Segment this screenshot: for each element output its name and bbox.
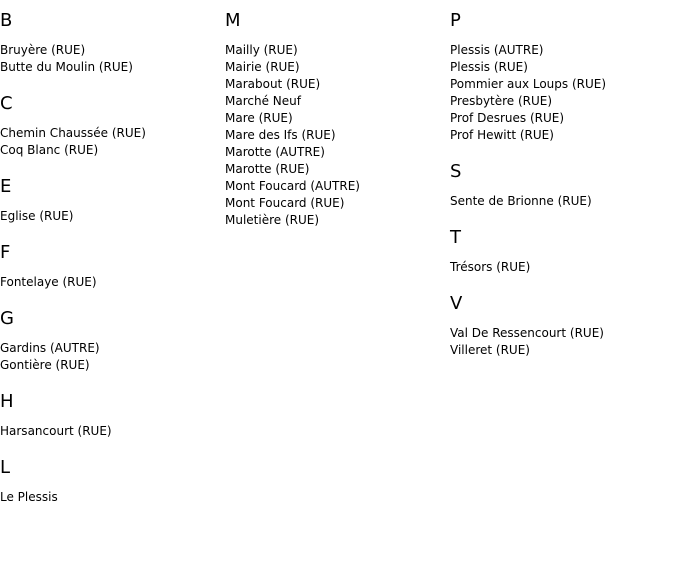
street-list (0, 489, 225, 506)
street-link[interactable]: Presbytère (RUE) (450, 94, 553, 108)
street-link[interactable]: Bruyère (RUE) (0, 43, 86, 57)
street-link[interactable]: Plessis (RUE) (450, 60, 528, 74)
street-list (0, 42, 225, 76)
letter-group (450, 10, 675, 144)
street-list (450, 259, 675, 276)
street-link[interactable]: Villeret (RUE) (450, 343, 530, 357)
letter-group (0, 391, 225, 440)
street-list (0, 208, 225, 225)
street-link[interactable]: Mont Foucard (AUTRE) (225, 179, 360, 193)
street-link[interactable]: Mairie (RUE) (225, 60, 300, 74)
letter-heading: F (0, 242, 11, 263)
letter-heading: S (450, 161, 462, 182)
street-link[interactable]: Chemin Chaussée (RUE) (0, 126, 146, 140)
street-link[interactable]: Gontière (RUE) (0, 358, 90, 372)
street-list (450, 325, 675, 359)
letter-heading: B (0, 10, 13, 31)
street-link[interactable]: Trésors (RUE) (450, 260, 531, 274)
letter-group (0, 308, 225, 374)
letter-heading: M (225, 10, 241, 31)
letter-group (0, 10, 225, 76)
street-link[interactable]: Harsancourt (RUE) (0, 424, 112, 438)
letter-group (225, 10, 450, 229)
street-link[interactable]: Prof Hewitt (RUE) (450, 128, 554, 142)
street-index-column-3 (450, 10, 675, 376)
street-index-column-2 (225, 10, 450, 246)
street-link[interactable]: Eglise (RUE) (0, 209, 74, 223)
street-link[interactable]: Le Plessis (0, 490, 58, 504)
street-link[interactable]: Butte du Moulin (RUE) (0, 60, 133, 74)
street-link[interactable]: Coq Blanc (RUE) (0, 143, 99, 157)
letter-heading: E (0, 176, 12, 197)
letter-group (0, 242, 225, 291)
street-list (450, 193, 675, 210)
street-list (0, 274, 225, 291)
letter-heading: G (0, 308, 14, 329)
street-list (0, 340, 225, 374)
letter-heading: C (0, 93, 13, 114)
street-link[interactable]: Muletière (RUE) (225, 213, 320, 227)
street-link[interactable]: Val De Ressencourt (RUE) (450, 326, 604, 340)
street-link[interactable]: Prof Desrues (RUE) (450, 111, 565, 125)
street-link[interactable]: Gardins (AUTRE) (0, 341, 100, 355)
letter-heading: H (0, 391, 14, 412)
street-list (225, 42, 450, 229)
letter-heading: L (0, 457, 11, 478)
letter-group (0, 93, 225, 159)
letter-group (450, 161, 675, 210)
street-list (450, 42, 675, 144)
letter-heading: T (450, 227, 461, 248)
street-link[interactable]: Sente de Brionne (RUE) (450, 194, 592, 208)
letter-group (0, 457, 225, 506)
street-link[interactable]: Marabout (RUE) (225, 77, 321, 91)
street-list (0, 125, 225, 159)
street-link[interactable]: Pommier aux Loups (RUE) (450, 77, 607, 91)
street-index-column-1 (0, 10, 225, 523)
letter-heading: V (450, 293, 463, 314)
street-link[interactable]: Mailly (RUE) (225, 43, 298, 57)
letter-heading: P (450, 10, 461, 31)
street-link[interactable]: Mare des Ifs (RUE) (225, 128, 336, 142)
street-link[interactable]: Marché Neuf (225, 94, 301, 108)
street-link[interactable]: Marotte (RUE) (225, 162, 310, 176)
letter-group (450, 227, 675, 276)
street-link[interactable]: Plessis (AUTRE) (450, 43, 544, 57)
street-link[interactable]: Mont Foucard (RUE) (225, 196, 345, 210)
street-link[interactable]: Mare (RUE) (225, 111, 293, 125)
letter-group (0, 176, 225, 225)
letter-group (450, 293, 675, 359)
street-link[interactable]: Marotte (AUTRE) (225, 145, 325, 159)
street-link[interactable]: Fontelaye (RUE) (0, 275, 97, 289)
street-list (0, 423, 225, 440)
